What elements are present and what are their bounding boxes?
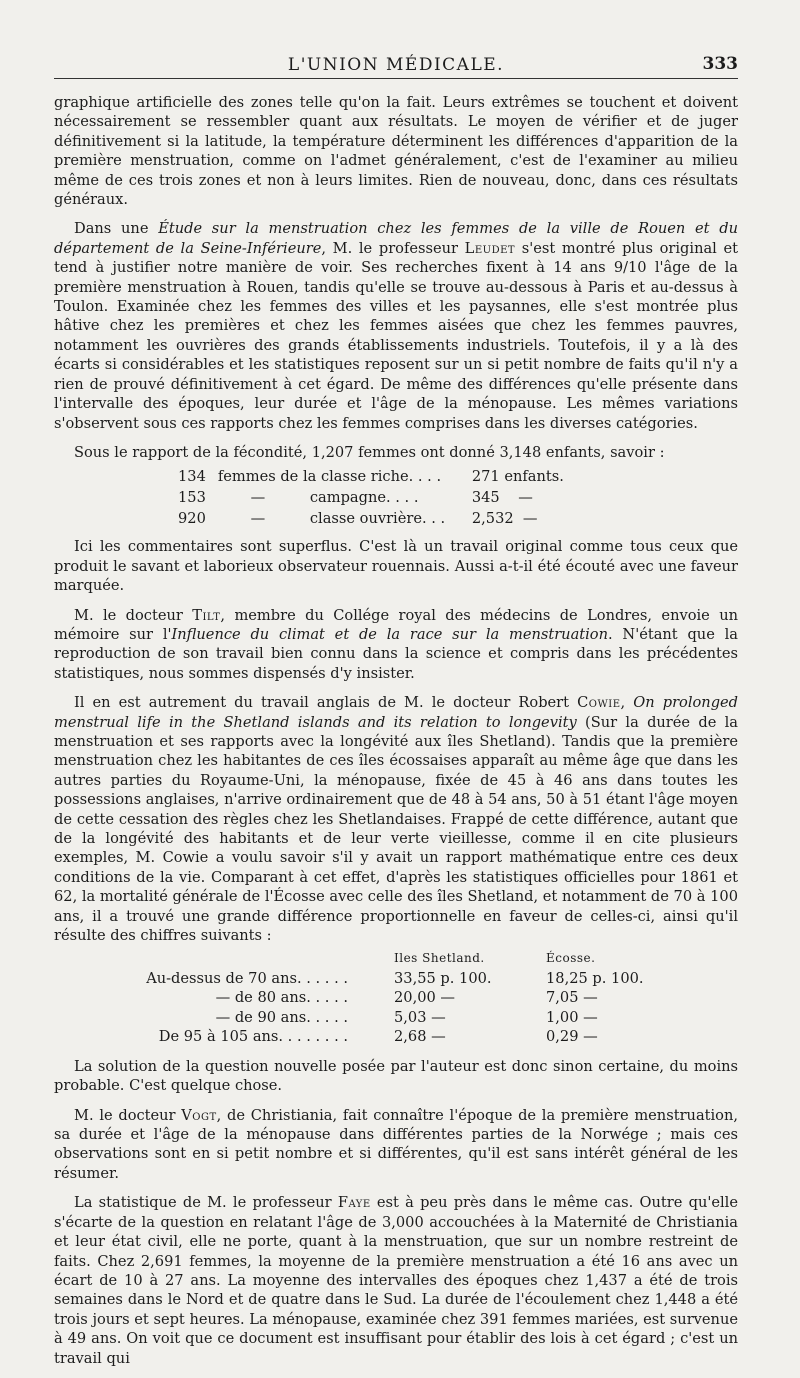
cell-value: 2,532 bbox=[471, 510, 514, 528]
text-run: . N'étant que la reproduction de son travail bien connu dans la science et compris dans les précédentes statistiques, nous sommes dispensés d'y insister. bbox=[54, 625, 738, 682]
table-row bbox=[172, 487, 608, 508]
table-cell bbox=[466, 508, 608, 529]
paragraph-cowie bbox=[54, 693, 738, 945]
journal-title: L'UNION MÉDICALE. bbox=[287, 55, 505, 75]
table-row bbox=[112, 969, 682, 989]
text-run: M. le docteur bbox=[74, 1106, 182, 1124]
table-row bbox=[112, 1027, 682, 1047]
table-cell: 7,05 — bbox=[546, 989, 598, 1007]
table-cell: — de 80 ans. . . . . bbox=[215, 989, 348, 1007]
table-cell: 1,00 — bbox=[546, 1008, 598, 1026]
table-cell: femmes de la classe riche. . . . bbox=[217, 468, 442, 486]
fertility-table bbox=[172, 466, 608, 529]
column-header: Écosse. bbox=[546, 951, 596, 966]
text-run: , bbox=[620, 694, 634, 712]
text-run: s'est montré plus original et tend à justifier notre manière de voir. Ses recherches fixent à 14 ans 9/10 l'âge de la première menstruation à Rouen, tandis qu'elle se trouve au-dessous à Paris et au-dessus à Toulon. Examinée chez les femmes des villes et les paysannes, elle s'est montrée plus hâtive chez les premières et chez les femmes aisées que chez les femmes pauvres, notamment les ouvrières des grands établissements industriels. Toutefois, il y a là des écarts si considérables et les statistiques reposent sur un si petit nombre de faits qu'il n'y a rien de prouvé définitivement à cet égard. De même des différences qu'elle présente dans l'intervalle des époques, leur durée et l'âge de la ménopause. Les mêmes variations s'observent sous ces rapports chez les femmes comprises dans les diverses catégories. bbox=[54, 239, 739, 432]
text-run: Dans une bbox=[74, 220, 159, 238]
author-name: Cowie bbox=[577, 694, 621, 712]
paragraph-commentaires: Ici les commentaires sont superflus. C'est là un travail original comme tous ceux que produit le savant et laborieux observateur rouennais. Aussi a-t-il été écouté avec une faveur marquée. bbox=[54, 538, 738, 595]
table-cell: campagne. . . . bbox=[309, 489, 419, 507]
table-row bbox=[112, 1008, 682, 1028]
table-cell: De 95 à 105 ans. . . . . . . . bbox=[158, 1028, 348, 1046]
table-cell: Au-dessus de 70 ans. . . . . . bbox=[146, 969, 348, 987]
work-title: On prolonged menstrual life in the Shetland islands and its relation to longevity bbox=[54, 694, 739, 731]
table-row bbox=[112, 988, 682, 1008]
table-cell: 271 enfants. bbox=[471, 468, 564, 486]
text-run: , de Christiania, fait connaître l'époque de la première menstruation, sa durée et l'âge de la ménopause dans différentes parties de la Norwége ; mais ces observations sont en si petit nombre et si différentes, qu'il est sans intérêt général de les résumer. bbox=[54, 1106, 738, 1182]
text-run: , M. le professeur bbox=[321, 239, 465, 257]
table-cell: 5,03 — bbox=[394, 1008, 446, 1026]
paragraph-leudet bbox=[54, 219, 738, 432]
author-name: Leudet bbox=[464, 239, 516, 257]
running-header bbox=[54, 52, 738, 79]
text-run: M. le docteur bbox=[74, 606, 193, 624]
table-cell: 2,68 — bbox=[394, 1028, 446, 1046]
table-cell: 920 bbox=[178, 510, 206, 528]
table-cell: classe ouvrière. . . bbox=[309, 510, 446, 528]
table-cell: 18,25 p. 100. bbox=[546, 969, 644, 987]
paragraph-vogt bbox=[54, 1106, 738, 1184]
paragraph-fecondite: Sous le rapport de la fécondité, 1,207 femmes ont donné 3,148 enfants, savoir : bbox=[74, 443, 665, 461]
table-cell: 153 bbox=[178, 489, 206, 507]
page bbox=[54, 52, 738, 1378]
author-name: Tilt bbox=[192, 606, 221, 624]
paragraph-tilt bbox=[54, 606, 738, 684]
table-cell: 20,00 — bbox=[394, 989, 456, 1007]
table-cell: 0,29 — bbox=[546, 1028, 598, 1046]
longevity-table bbox=[112, 949, 682, 1046]
author-name: Faye bbox=[337, 1194, 371, 1212]
ditto-mark: — bbox=[518, 489, 533, 507]
author-name: Vogt bbox=[181, 1106, 217, 1124]
text-run: La statistique de M. le professeur bbox=[74, 1194, 338, 1212]
table-row bbox=[172, 466, 608, 487]
ditto-mark: — bbox=[250, 489, 266, 507]
page-number: 333 bbox=[702, 54, 738, 74]
paragraph-1: graphique artificielle des zones telle qu'on la fait. Leurs extrêmes se touchent et doivent nécessairement se ressembler quant aux résultats. Le moyen de vérifier et de juger définitivement si la latitude, la température déterminent les différences d'apparition de la première menstruation, comme on l'admet généralement, c'est de l'examiner au milieu même de ces trois zones et non à leurs limites. Rien de nouveau, donc, dans ces résultats généraux. bbox=[54, 94, 738, 209]
table-row bbox=[172, 508, 608, 529]
text-run: Il en est autrement du travail anglais de M. le docteur Robert bbox=[74, 694, 578, 712]
table-header-blank bbox=[112, 949, 388, 968]
text-run: est à peu près dans le même cas. Outre qu'elle s'écarte de la question en relatant l'âge de 3,000 accouchées à la Maternité de Christiania et leur état civil, elle ne porte, quant à la menstruation, que sur un nombre restreint de faits. Chez 2,691 femmes, la moyenne de la première menstruation a été 16 ans avec un écart de 10 à 27 ans. La moyenne des intervalles des époques chez 1,437 a été de trois semaines dans le Nord et de quatre dans le Sud. La durée de l'écoulement chez 1,448 a été trois jours et sept heures. La ménopause, examinée chez 391 femmes mariées, est survenue à 49 ans. On voit que ce document est insuffisant pour établir des lois à cet égard ; c'est un travail qui bbox=[54, 1194, 738, 1367]
table-cell: — de 90 ans. . . . . bbox=[215, 1008, 348, 1026]
table-cell bbox=[466, 487, 608, 508]
column-header: Iles Shetland. bbox=[394, 951, 485, 966]
paragraph-faye bbox=[54, 1193, 738, 1368]
work-title: Influence du climat et de la race sur la menstruation bbox=[171, 625, 608, 643]
paragraph-solution: La solution de la question nouvelle posée par l'auteur est donc sinon certaine, du moins probable. C'est quelque chose. bbox=[54, 1057, 738, 1095]
cell-value: 345 bbox=[471, 489, 500, 507]
text-run: , membre du Collége royal des médecins de Londres, envoie un mémoire sur l' bbox=[54, 606, 738, 643]
table-header-row bbox=[112, 949, 682, 968]
ditto-mark: — bbox=[522, 510, 538, 528]
text-run: (Sur la durée de la menstruation et ses rapports avec la longévité aux îles Shetland). Tandis que la première menstruation chez les habitantes de ces îles écossaises apparaît au même âge que dans les autres parties du Royaume-Uni, la ménopause, fixée de 45 à 46 ans dans toutes les possessions anglaises, n'arrive ordinairement que de 48 à 54 ans, 50 à 51 étant l'âge moyen de cette cessation des règles chez les Shetlandaises. Frappé de cette différence, autant que de la longévité des habitants et de leur verte vieillesse, comme il en cite plusieurs exemples, M. Cowie a voulu savoir s'il y avait un rapport mathématique entre ces deux conditions de la vie. Comparant à cet effet, d'après les statistiques officielles pour 1861 et 62, la mortalité générale de l'Écosse avec celle des îles Shetland, et notamment de 70 à 100 ans, il a trouvé une grande différence proportionnelle en faveur de celles-ci, ainsi qu'il résulte des chiffres suivants : bbox=[54, 713, 738, 945]
ditto-mark: — bbox=[250, 510, 266, 528]
table-cell: 134 bbox=[178, 468, 206, 486]
table-cell: 33,55 p. 100. bbox=[394, 969, 492, 987]
work-title: Étude sur la menstruation chez les femmes de la ville de Rouen et du département de la Seine-Inférieure bbox=[54, 220, 738, 257]
